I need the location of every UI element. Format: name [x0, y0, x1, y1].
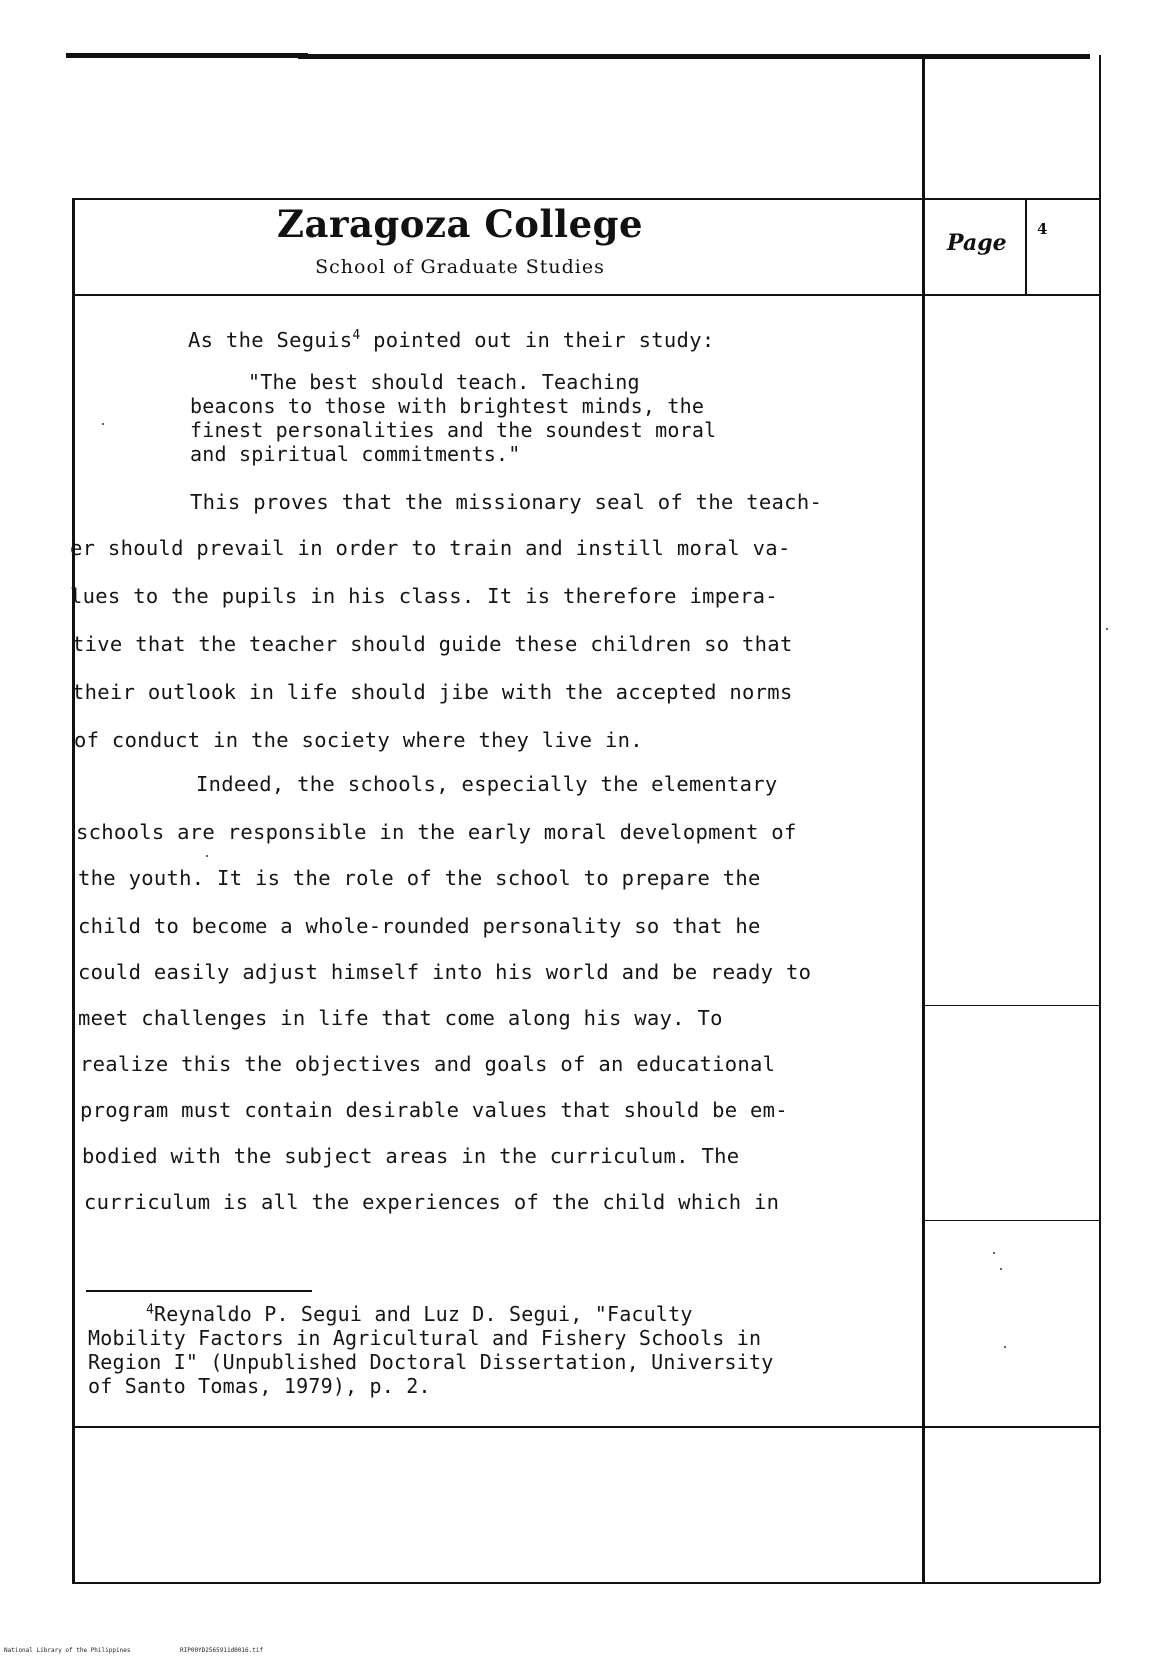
- paragraph-line: could easily adjust himself into his world and be ready to: [78, 960, 812, 984]
- file-stamp: RIP00YD2565911d0016.tif: [180, 1647, 264, 1654]
- footnote-reference: 4: [352, 328, 361, 344]
- top-rule-right: [298, 54, 1090, 59]
- page-number: 4: [1037, 220, 1048, 238]
- scan-speck: [206, 855, 208, 857]
- quote-line: and spiritual commitments.": [190, 442, 521, 466]
- paragraph-line: bodied with the subject areas in the curriculum. The: [82, 1144, 740, 1168]
- top-rule: [66, 53, 308, 58]
- footnote-line: Region I" (Unpublished Doctoral Dissertation, University: [88, 1350, 774, 1374]
- page-number-divider: [1025, 200, 1027, 294]
- intro-line: [188, 328, 714, 352]
- quote-line: beacons to those with brightest minds, the: [190, 394, 705, 418]
- paragraph-line: Indeed, the schools, especially the elementary: [196, 772, 778, 796]
- footnote-text: Reynaldo P. Segui and Luz D. Segui, "Faculty: [154, 1302, 693, 1326]
- footnote-first-line: [146, 1302, 693, 1326]
- paragraph-line: This proves that the missionary seal of the teach-: [190, 490, 823, 514]
- paragraph-line: lues to the pupils in his class. It is therefore impera-: [70, 584, 778, 608]
- footnote-line: of Santo Tomas, 1979), p. 2.: [88, 1374, 431, 1398]
- paragraph-line: realize this the objectives and goals of an educational: [80, 1052, 776, 1076]
- scan-speck: [1000, 1268, 1002, 1270]
- margin-rule-2: [924, 1220, 1100, 1221]
- header-bottom-rule: [72, 294, 1100, 296]
- intro-text-end: pointed out in their study:: [360, 328, 715, 352]
- paragraph-line: of conduct in the society where they live in.: [74, 728, 643, 752]
- paragraph-line: program must contain desirable values that should be em-: [80, 1098, 788, 1122]
- scan-speck: [102, 423, 104, 425]
- college-title: Zaragoza College: [276, 202, 644, 246]
- footnote-line: Mobility Factors in Agricultural and Fishery Schools in: [88, 1326, 762, 1350]
- paragraph-line: the youth. It is the role of the school to prepare the: [78, 866, 761, 890]
- quote-line: "The best should teach. Teaching: [248, 370, 640, 394]
- paragraph-line: curriculum is all the experiences of the child which in: [84, 1190, 780, 1214]
- quote-line: finest personalities and the soundest moral: [190, 418, 717, 442]
- footnote-marker: 4: [146, 1302, 155, 1318]
- paragraph-line: er should prevail in order to train and instill moral va-: [70, 536, 791, 560]
- right-column-rule: [922, 55, 925, 1583]
- school-subtitle: School of Graduate Studies: [315, 256, 605, 278]
- scan-speck: [1004, 1346, 1006, 1348]
- paragraph-line: child to become a whole-rounded personality so that he: [78, 914, 761, 938]
- margin-rule-1: [924, 1005, 1100, 1006]
- paragraph-line: meet challenges in life that come along his way. To: [78, 1006, 723, 1030]
- intro-text: As the Seguis: [188, 328, 353, 352]
- library-stamp: National Library of the Philippines: [4, 1647, 131, 1654]
- bottom-rule: [72, 1582, 1100, 1584]
- paragraph-line: their outlook in life should jibe with the accepted norms: [72, 680, 793, 704]
- far-right-rule: [1099, 55, 1101, 1583]
- left-margin-rule: [72, 200, 75, 1582]
- paragraph-line: tive that the teacher should guide these children so that: [72, 632, 793, 656]
- header-top-rule: [72, 198, 1100, 200]
- footnote-separator: [86, 1290, 312, 1292]
- scan-speck: [993, 1252, 995, 1254]
- page-label: Page: [947, 230, 1007, 256]
- scan-speck: [1106, 628, 1108, 630]
- body-bottom-rule: [72, 1426, 1100, 1428]
- paragraph-line: schools are responsible in the early moral development of: [76, 820, 797, 844]
